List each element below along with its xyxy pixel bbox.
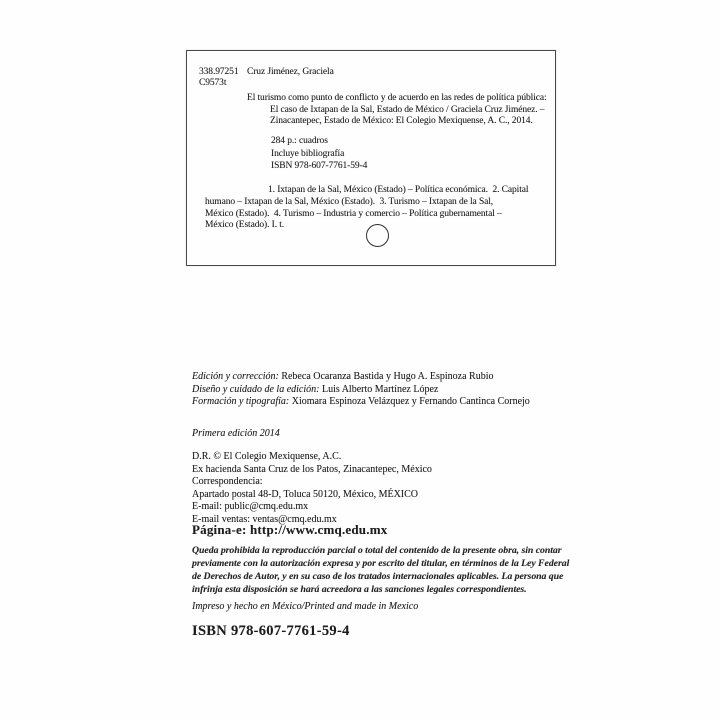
publisher-address: Ex hacienda Santa Cruz de los Patos, Zinacantepec, México (192, 463, 432, 475)
credit-value: Luis Alberto Martínez López (319, 383, 439, 395)
printed-in-statement: Impreso y hecho en México/Printed and made in Mexico (192, 601, 419, 612)
title-line: El turismo como punto de conflicto y de acuerdo en las redes de política pública: (247, 93, 547, 103)
collation-isbn: ISBN 978-607-7761-59-4 (271, 161, 368, 171)
editorial-credits (192, 371, 530, 409)
punch-hole-circle-icon (366, 224, 389, 247)
title-line: El caso de Ixtapan de la Sal, Estado de México / Graciela Cruz Jiménez. – (270, 104, 545, 115)
subject-line: 1. Ixtapan de la Sal, México (Estado) – Política económica. 2. Capital (268, 185, 529, 195)
publisher-rights-block (192, 451, 432, 526)
legal-line: de Derechos de Autor, y en su caso de los tratados internacionales aplicables. La persona que (192, 571, 564, 582)
collation-pages: 284 p.: cuadros (271, 136, 328, 146)
subject-line: México (Estado). I. t. (205, 220, 285, 231)
postal-address: Apartado postal 48-D, Toluca 50120, México, MÉXICO (192, 488, 419, 500)
credit-label: Diseño y cuidado de la edición: (192, 383, 320, 395)
credit-row (192, 384, 530, 397)
email-line: E-mail: public@cmq.edu.mx (192, 501, 309, 513)
edition-statement: Primera edición 2014 (192, 428, 280, 439)
legal-notice (192, 544, 572, 596)
credit-value: Rebeca Ocaranza Bastida y Hugo A. Espinoza Rubio (278, 371, 494, 382)
call-number-cutter: C9573t (199, 78, 227, 88)
subject-line: México (Estado). 4. Turismo – Industria y comercio – Política gubernamental – (205, 208, 502, 219)
catalog-card-box (186, 50, 556, 266)
legal-line: infrinja esta disposición se hará acreedora a las sanciones legales correspondientes. (192, 584, 527, 595)
title-line: Zinacantepec, Estado de México: El Colegio Mexiquense, A. C., 2014. (270, 116, 533, 126)
credit-row (192, 371, 530, 384)
email-sales-line: E-mail ventas: ventas@cmq.edu.mx (192, 513, 337, 525)
credit-label: Formación y tipografía: (192, 396, 290, 408)
author-name: Cruz Jiménez, Graciela (247, 67, 334, 77)
title-statement (187, 93, 547, 128)
call-number (199, 67, 238, 89)
collation-bibliography: Incluye bibliografía (271, 148, 345, 159)
copyright-line: D.R. © El Colegio Mexiquense, A.C. (192, 451, 342, 462)
legal-line: Queda prohibida la reproducción parcial o total del contenido de la presente obra, sin contar (192, 545, 562, 556)
correspondence-label: Correspondencia: (192, 476, 263, 488)
subject-tracings (205, 185, 528, 232)
credit-row (192, 396, 530, 409)
credit-value: Xiomara Espinoza Velázquez y Fernando Cantinca Cornejo (289, 396, 530, 408)
call-number-classification: 338.97251 (199, 67, 239, 77)
isbn-statement: ISBN 978-607-7761-59-4 (192, 623, 350, 639)
collation (271, 135, 367, 173)
subject-line: humano – Ixtapan de la Sal, México (Estado). 3. Turismo – Ixtapan de la Sal, (205, 196, 494, 207)
legal-line: previamente con la autorización expresa y por escrito del titular, en términos de la Ley Federal (192, 558, 570, 569)
credit-label: Edición y corrección: (192, 371, 279, 382)
website-line: Página-e: http://www.cmq.edu.mx (192, 522, 388, 537)
